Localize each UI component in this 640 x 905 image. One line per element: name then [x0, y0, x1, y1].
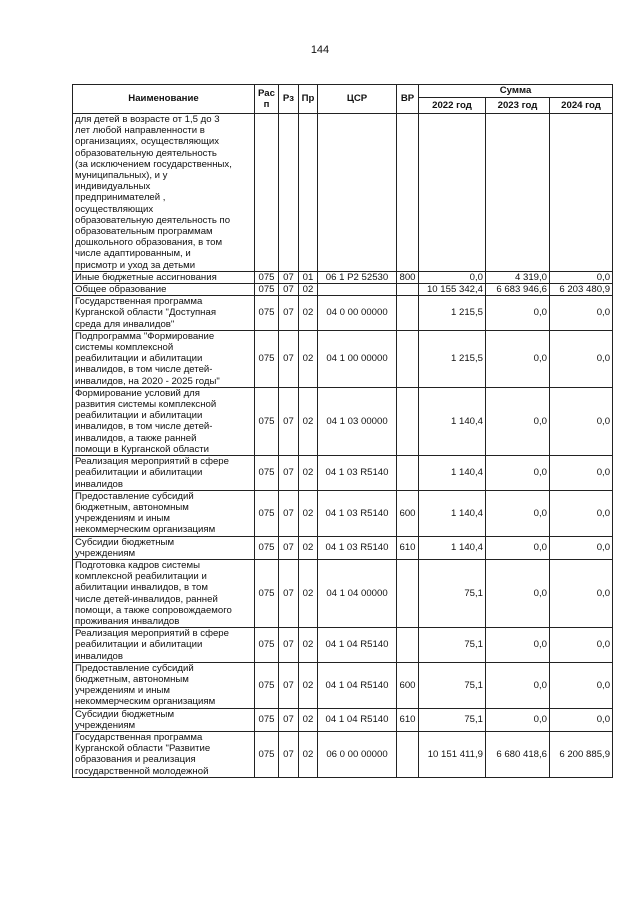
cell-rz: 07	[279, 284, 299, 296]
cell-pr: 02	[299, 708, 318, 731]
cell-2022: 10 155 342,4	[419, 284, 486, 296]
cell-vr	[397, 731, 419, 777]
table-row	[73, 731, 613, 777]
cell-2022: 75,1	[419, 559, 486, 627]
cell-vr	[397, 387, 419, 455]
cell-2023: 0,0	[486, 387, 550, 455]
cell-rasp: 075	[255, 456, 279, 491]
cell-vr: 600	[397, 490, 419, 536]
cell-csr: 04 1 03 00000	[318, 387, 397, 455]
cell-name: Формирование условий для развития системы комплексной реабилитации и абилитации инвалидов, в том числе детей- инвалидов, а также ранней помощи в Курганской области	[73, 387, 255, 455]
cell-rz: 07	[279, 536, 299, 559]
cell-2023: 0,0	[486, 490, 550, 536]
table-row	[73, 662, 613, 708]
cell-csr: 04 1 03 R5140	[318, 456, 397, 491]
cell-csr: 04 0 00 00000	[318, 296, 397, 331]
cell-rasp: 075	[255, 628, 279, 663]
cell-csr: 04 1 03 R5140	[318, 490, 397, 536]
cell-name: Предоставление субсидий бюджетным, автономным учреждениям и иным некоммерческим организациям	[73, 662, 255, 708]
cell-pr: 02	[299, 387, 318, 455]
cell-vr: 610	[397, 536, 419, 559]
cell-name: Государственная программа Курганской области "Доступная среда для инвалидов"	[73, 296, 255, 331]
cell-2022: 0,0	[419, 271, 486, 283]
cell-name: Реализация мероприятий в сфере реабилитации и абилитации инвалидов	[73, 628, 255, 663]
cell-2023: 0,0	[486, 536, 550, 559]
cell-pr: 02	[299, 490, 318, 536]
cell-2023: 0,0	[486, 456, 550, 491]
cell-2023	[486, 114, 550, 272]
cell-csr: 04 1 04 R5140	[318, 708, 397, 731]
cell-csr: 04 1 04 00000	[318, 559, 397, 627]
col-header-rz: Рз	[279, 85, 299, 114]
cell-2024: 0,0	[550, 708, 613, 731]
cell-2023: 0,0	[486, 628, 550, 663]
table-row	[73, 559, 613, 627]
cell-2022: 1 140,4	[419, 387, 486, 455]
cell-pr: 02	[299, 296, 318, 331]
cell-2022: 10 151 411,9	[419, 731, 486, 777]
cell-vr	[397, 628, 419, 663]
cell-rz: 07	[279, 330, 299, 387]
cell-rz: 07	[279, 628, 299, 663]
cell-vr	[397, 456, 419, 491]
cell-vr	[397, 296, 419, 331]
cell-csr	[318, 114, 397, 272]
cell-rasp: 075	[255, 330, 279, 387]
cell-2023: 6 680 418,6	[486, 731, 550, 777]
table-row	[73, 284, 613, 296]
cell-rasp: 075	[255, 387, 279, 455]
cell-2022: 1 215,5	[419, 296, 486, 331]
page-number: 144	[310, 44, 330, 56]
cell-rz: 07	[279, 559, 299, 627]
cell-name: Общее образование	[73, 284, 255, 296]
cell-2024: 0,0	[550, 271, 613, 283]
cell-name: Субсидии бюджетным учреждениям	[73, 708, 255, 731]
table-row	[73, 628, 613, 663]
cell-vr	[397, 114, 419, 272]
cell-name: Подготовка кадров системы комплексной реабилитации и абилитации инвалидов, в том числе детей-инвалидов, ранней помощи, а также сопровождаемого проживания инвалидов	[73, 559, 255, 627]
cell-name: Реализация мероприятий в сфере реабилитации и абилитации инвалидов	[73, 456, 255, 491]
cell-2023: 4 319,0	[486, 271, 550, 283]
cell-name: Государственная программа Курганской области "Развитие образования и реализация государственной молодежной	[73, 731, 255, 777]
cell-2023: 6 683 946,6	[486, 284, 550, 296]
cell-rz: 07	[279, 456, 299, 491]
col-header-pr: Пр	[299, 85, 318, 114]
cell-pr: 02	[299, 330, 318, 387]
col-header-2022: 2022 год	[419, 98, 486, 114]
cell-2023: 0,0	[486, 559, 550, 627]
cell-2024: 6 203 480,9	[550, 284, 613, 296]
cell-2024: 0,0	[550, 456, 613, 491]
cell-pr: 02	[299, 628, 318, 663]
cell-name: Субсидии бюджетным учреждениям	[73, 536, 255, 559]
cell-rasp: 075	[255, 559, 279, 627]
cell-vr: 610	[397, 708, 419, 731]
cell-csr: 04 1 00 00000	[318, 330, 397, 387]
cell-2024: 0,0	[550, 387, 613, 455]
cell-rz: 07	[279, 387, 299, 455]
cell-2024: 0,0	[550, 490, 613, 536]
cell-2024: 6 200 885,9	[550, 731, 613, 777]
cell-rz: 07	[279, 271, 299, 283]
cell-rz: 07	[279, 490, 299, 536]
table-row	[73, 296, 613, 331]
cell-rasp: 075	[255, 284, 279, 296]
cell-name: Иные бюджетные ассигнования	[73, 271, 255, 283]
table-row	[73, 387, 613, 455]
table-row	[73, 708, 613, 731]
cell-rz: 07	[279, 296, 299, 331]
cell-2023: 0,0	[486, 662, 550, 708]
cell-2022: 75,1	[419, 662, 486, 708]
cell-csr: 04 1 04 R5140	[318, 628, 397, 663]
cell-rz: 07	[279, 731, 299, 777]
cell-name: для детей в возрасте от 1,5 до 3 лет любой направленности в организациях, осуществляющих образовательную деятельность (за исключением государственных, муниципальных), и у индивидуальных предпринимателей , осуществляющих образовательную деятельность по образовательным программам дошкольного образования, в том числе адаптированным, и присмотр и уход за детьми	[73, 114, 255, 272]
cell-pr: 02	[299, 284, 318, 296]
cell-2022: 1 140,4	[419, 456, 486, 491]
cell-2023: 0,0	[486, 296, 550, 331]
cell-rasp: 075	[255, 708, 279, 731]
cell-rasp: 075	[255, 296, 279, 331]
cell-rz: 07	[279, 662, 299, 708]
cell-pr: 02	[299, 536, 318, 559]
cell-2024: 0,0	[550, 536, 613, 559]
cell-vr	[397, 284, 419, 296]
cell-vr: 600	[397, 662, 419, 708]
cell-rasp: 075	[255, 490, 279, 536]
cell-pr: 02	[299, 559, 318, 627]
cell-rasp: 075	[255, 731, 279, 777]
cell-rz	[279, 114, 299, 272]
cell-csr: 06 1 P2 52530	[318, 271, 397, 283]
cell-name: Предоставление субсидий бюджетным, автономным учреждениям и иным некоммерческим организациям	[73, 490, 255, 536]
table-row	[73, 456, 613, 491]
col-header-sum: Сумма	[419, 85, 613, 98]
cell-2023: 0,0	[486, 330, 550, 387]
cell-pr: 02	[299, 456, 318, 491]
cell-rasp	[255, 114, 279, 272]
cell-2024: 0,0	[550, 559, 613, 627]
col-header-csr: ЦСР	[318, 85, 397, 114]
cell-2024	[550, 114, 613, 272]
col-header-2023: 2023 год	[486, 98, 550, 114]
cell-2023: 0,0	[486, 708, 550, 731]
cell-csr: 04 1 04 R5140	[318, 662, 397, 708]
table-row	[73, 114, 613, 272]
cell-rasp: 075	[255, 536, 279, 559]
col-header-name: Наименование	[73, 85, 255, 114]
cell-pr: 02	[299, 731, 318, 777]
cell-vr	[397, 559, 419, 627]
cell-2024: 0,0	[550, 296, 613, 331]
table-row	[73, 490, 613, 536]
cell-2022: 1 215,5	[419, 330, 486, 387]
cell-rasp: 075	[255, 271, 279, 283]
table-row	[73, 271, 613, 283]
cell-name: Подпрограмма "Формирование системы комплексной реабилитации и абилитации инвалидов, в том числе детей- инвалидов, на 2020 - 2025 годы"	[73, 330, 255, 387]
header-row	[73, 85, 613, 98]
cell-vr: 800	[397, 271, 419, 283]
budget-table	[72, 84, 613, 778]
cell-rz: 07	[279, 708, 299, 731]
cell-2024: 0,0	[550, 628, 613, 663]
table-row	[73, 330, 613, 387]
cell-rasp: 075	[255, 662, 279, 708]
cell-pr: 01	[299, 271, 318, 283]
cell-csr: 04 1 03 R5140	[318, 536, 397, 559]
col-header-vr: ВР	[397, 85, 419, 114]
col-header-2024: 2024 год	[550, 98, 613, 114]
cell-2022: 1 140,4	[419, 490, 486, 536]
cell-vr	[397, 330, 419, 387]
cell-csr: 06 0 00 00000	[318, 731, 397, 777]
cell-csr	[318, 284, 397, 296]
cell-2024: 0,0	[550, 662, 613, 708]
cell-2024: 0,0	[550, 330, 613, 387]
cell-2022: 75,1	[419, 708, 486, 731]
cell-2022: 1 140,4	[419, 536, 486, 559]
col-header-rasp: Рас п	[255, 85, 279, 114]
cell-pr	[299, 114, 318, 272]
cell-2022	[419, 114, 486, 272]
table-row	[73, 536, 613, 559]
cell-2022: 75,1	[419, 628, 486, 663]
cell-pr: 02	[299, 662, 318, 708]
